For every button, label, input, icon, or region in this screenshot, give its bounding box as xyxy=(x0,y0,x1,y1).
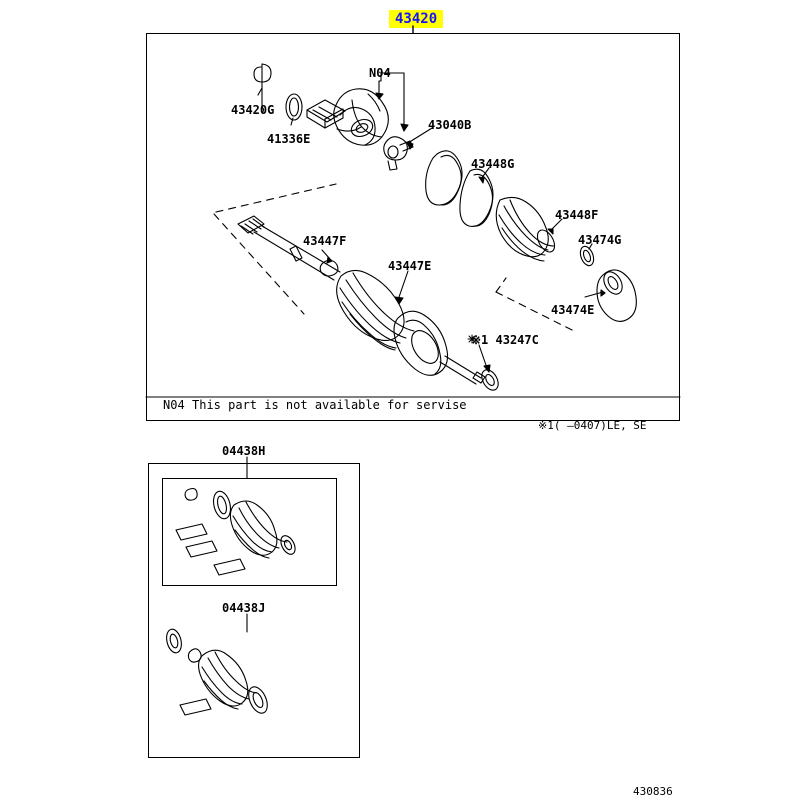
part-number-badge-43420[interactable]: 43420 xyxy=(389,10,443,28)
footnote-condition: ※1( –0407)LE, SE xyxy=(538,419,647,432)
part-label-43040b[interactable]: 43040B xyxy=(428,118,472,132)
part-label-43447e[interactable]: 43447E xyxy=(388,259,432,273)
part-label-43474e[interactable]: 43474E xyxy=(551,303,595,317)
part-label-04438h[interactable]: 04438H xyxy=(222,444,266,458)
part-label-43448g[interactable]: 43448G xyxy=(471,157,515,171)
part-label-n04[interactable]: N04 xyxy=(369,66,391,80)
kit-04438h-panel xyxy=(162,478,337,586)
part-label-04438j[interactable]: 04438J xyxy=(222,601,266,615)
part-label-41336e[interactable]: 41336E xyxy=(267,132,311,146)
part-label-43448f[interactable]: 43448F xyxy=(555,208,599,222)
part-label-43447f[interactable]: 43447F xyxy=(303,234,347,248)
main-diagram-panel xyxy=(146,33,680,421)
drawing-id: 430836 xyxy=(633,785,673,798)
note-text: This part is not available for servise xyxy=(192,398,467,412)
part-label-43247c[interactable]: ※1 43247C xyxy=(471,333,539,347)
part-label-43474g[interactable]: 43474G xyxy=(578,233,622,247)
note-code: N04 xyxy=(163,398,185,412)
part-label-43420g[interactable]: 43420G xyxy=(231,103,275,117)
